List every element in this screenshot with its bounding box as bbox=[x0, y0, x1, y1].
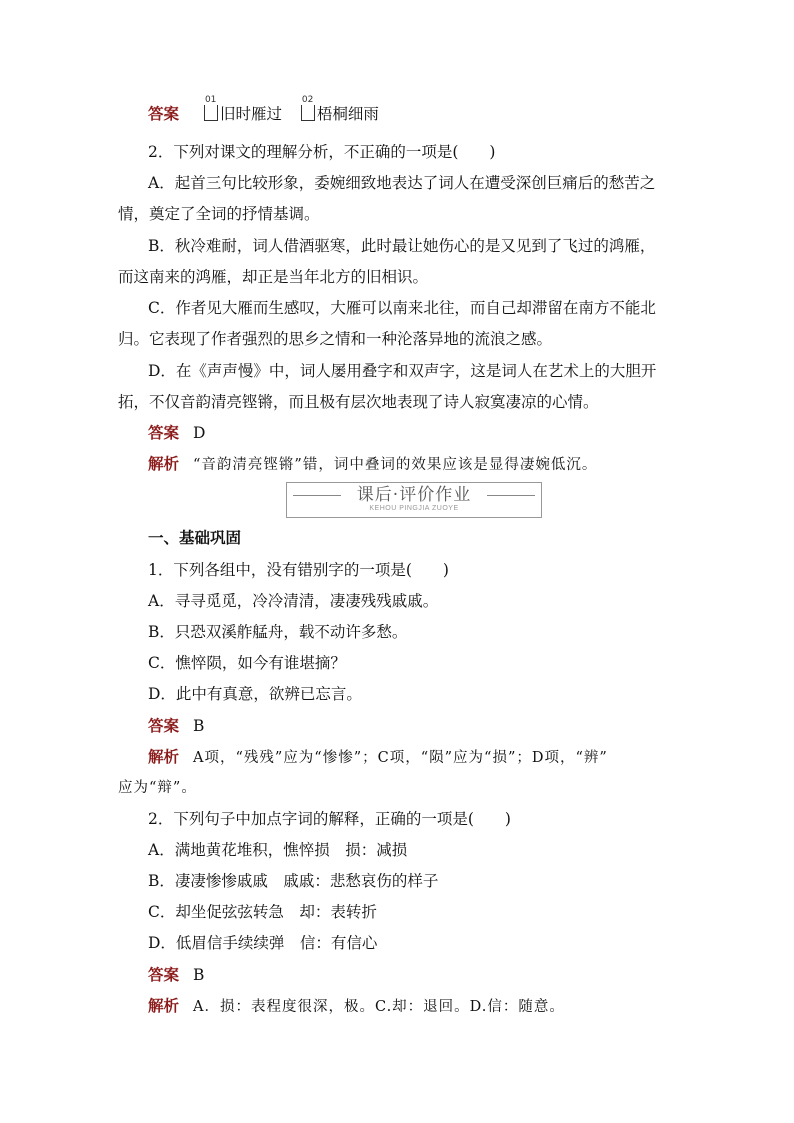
explanation-tag: 解析 bbox=[148, 748, 180, 766]
exercise-1-option-c: C．憔悴陨，如今有谁堪摘？ bbox=[148, 654, 346, 672]
top-answer-line bbox=[148, 95, 708, 124]
exercise-2-explanation bbox=[148, 996, 708, 1017]
question-2-option-d-cont: 拓，不仅音韵清亮铿锵，而且极有层次地表现了诗人寂寞凄凉的心情。 bbox=[118, 393, 599, 411]
question-2-option-a: A．起首三句比较形象，委婉细致地表达了词人在遭受深创巨痛后的愁苦之 bbox=[148, 174, 656, 192]
explanation-text: A．损：表程度很深，极。C.却：退回。D.信：随意。 bbox=[193, 999, 565, 1015]
answer-tag: 答案 bbox=[148, 105, 180, 123]
blank-box-2-number: 02 bbox=[301, 95, 314, 105]
exercise-2-option-a: A．满地黄花堆积，憔悴损 损：减损 bbox=[148, 841, 408, 859]
explanation-text: “音韵清亮铿锵”错，词中叠词的效果应该是显得凄婉低沉。 bbox=[193, 457, 598, 473]
exercise-1-answer bbox=[148, 716, 708, 736]
answer-value: D bbox=[193, 424, 206, 442]
explanation-tag: 解析 bbox=[148, 997, 180, 1015]
banner-title: 课后·评价作业 bbox=[356, 485, 472, 505]
explanation-tag: 解析 bbox=[148, 455, 180, 473]
exercise-2-option-b: B．凄凄惨惨戚戚 戚戚：悲愁哀伤的样子 bbox=[148, 872, 439, 890]
question-2-option-c: C．作者见大雁而生感叹，大雁可以南来北往，而自己却滞留在南方不能北 bbox=[148, 299, 656, 317]
question-2-option-c-cont: 归。它表现了作者强烈的思乡之情和一种沦落异地的流浪之感。 bbox=[118, 330, 553, 348]
explanation-text: A项，“残残”应为“惨惨”；C项，“陨”应为“损”；D项，“辨” bbox=[193, 750, 608, 766]
question-2-option-b-cont: 而这南来的鸿雁，却正是当年北方的旧相识。 bbox=[118, 268, 429, 286]
question-2-option-b: B．秋冷难耐，词人借酒驱寒，此时最让她伤心的是又见到了飞过的鸿雁， bbox=[148, 237, 656, 255]
section-heading: 一、基础巩固 bbox=[148, 529, 242, 547]
exercise-1-option-a: A．寻寻觅觅，冷冷清清，凄凄残残戚戚。 bbox=[148, 592, 439, 610]
exercise-1-explanation bbox=[148, 747, 708, 768]
answer-tag: 答案 bbox=[148, 966, 180, 984]
exercise-1-option-b: B．只恐双溪舴艋舟，载不动许多愁。 bbox=[148, 623, 408, 641]
question-2-option-d: D．在《声声慢》中，词人屡用叠字和双声字，这是词人在艺术上的大胆开 bbox=[148, 362, 657, 380]
exercise-2-option-c: C．却坐促弦弦转急 却：表转折 bbox=[148, 903, 377, 921]
exercise-1-option-d: D．此中有真意，欲辨已忘言。 bbox=[148, 685, 362, 703]
banner-subtitle: KEHOU PINGJIA ZUOYE bbox=[369, 505, 459, 512]
question-2-answer bbox=[148, 423, 708, 443]
blank-box-1 bbox=[204, 95, 218, 121]
blank-box-1-number: 01 bbox=[204, 95, 217, 105]
answer-text-1: 旧时雁过 bbox=[219, 105, 282, 123]
section-banner bbox=[286, 482, 542, 518]
question-2-explanation bbox=[148, 454, 708, 475]
question-2-option-a-cont: 情，奠定了全词的抒情基调。 bbox=[118, 205, 320, 223]
answer-tag: 答案 bbox=[148, 424, 180, 442]
exercise-1-stem: 1．下列各组中，没有错别字的一项是( ) bbox=[148, 561, 449, 579]
answer-value: B bbox=[193, 966, 205, 984]
exercise-2-answer bbox=[148, 965, 708, 985]
blank-box-2 bbox=[301, 95, 315, 121]
answer-text-2: 梧桐细雨 bbox=[316, 105, 379, 123]
exercise-1-explanation-cont: 应为“辩”。 bbox=[118, 780, 197, 796]
exercise-2-stem: 2．下列句子中加点字词的解释，正确的一项是( ) bbox=[148, 810, 511, 828]
answer-tag: 答案 bbox=[148, 717, 180, 735]
exercise-2-option-d: D．低眉信手续续弹 信：有信心 bbox=[148, 934, 378, 952]
answer-value: B bbox=[193, 717, 205, 735]
question-2-stem: 2．下列对课文的理解分析，不正确的一项是( ) bbox=[148, 143, 496, 161]
